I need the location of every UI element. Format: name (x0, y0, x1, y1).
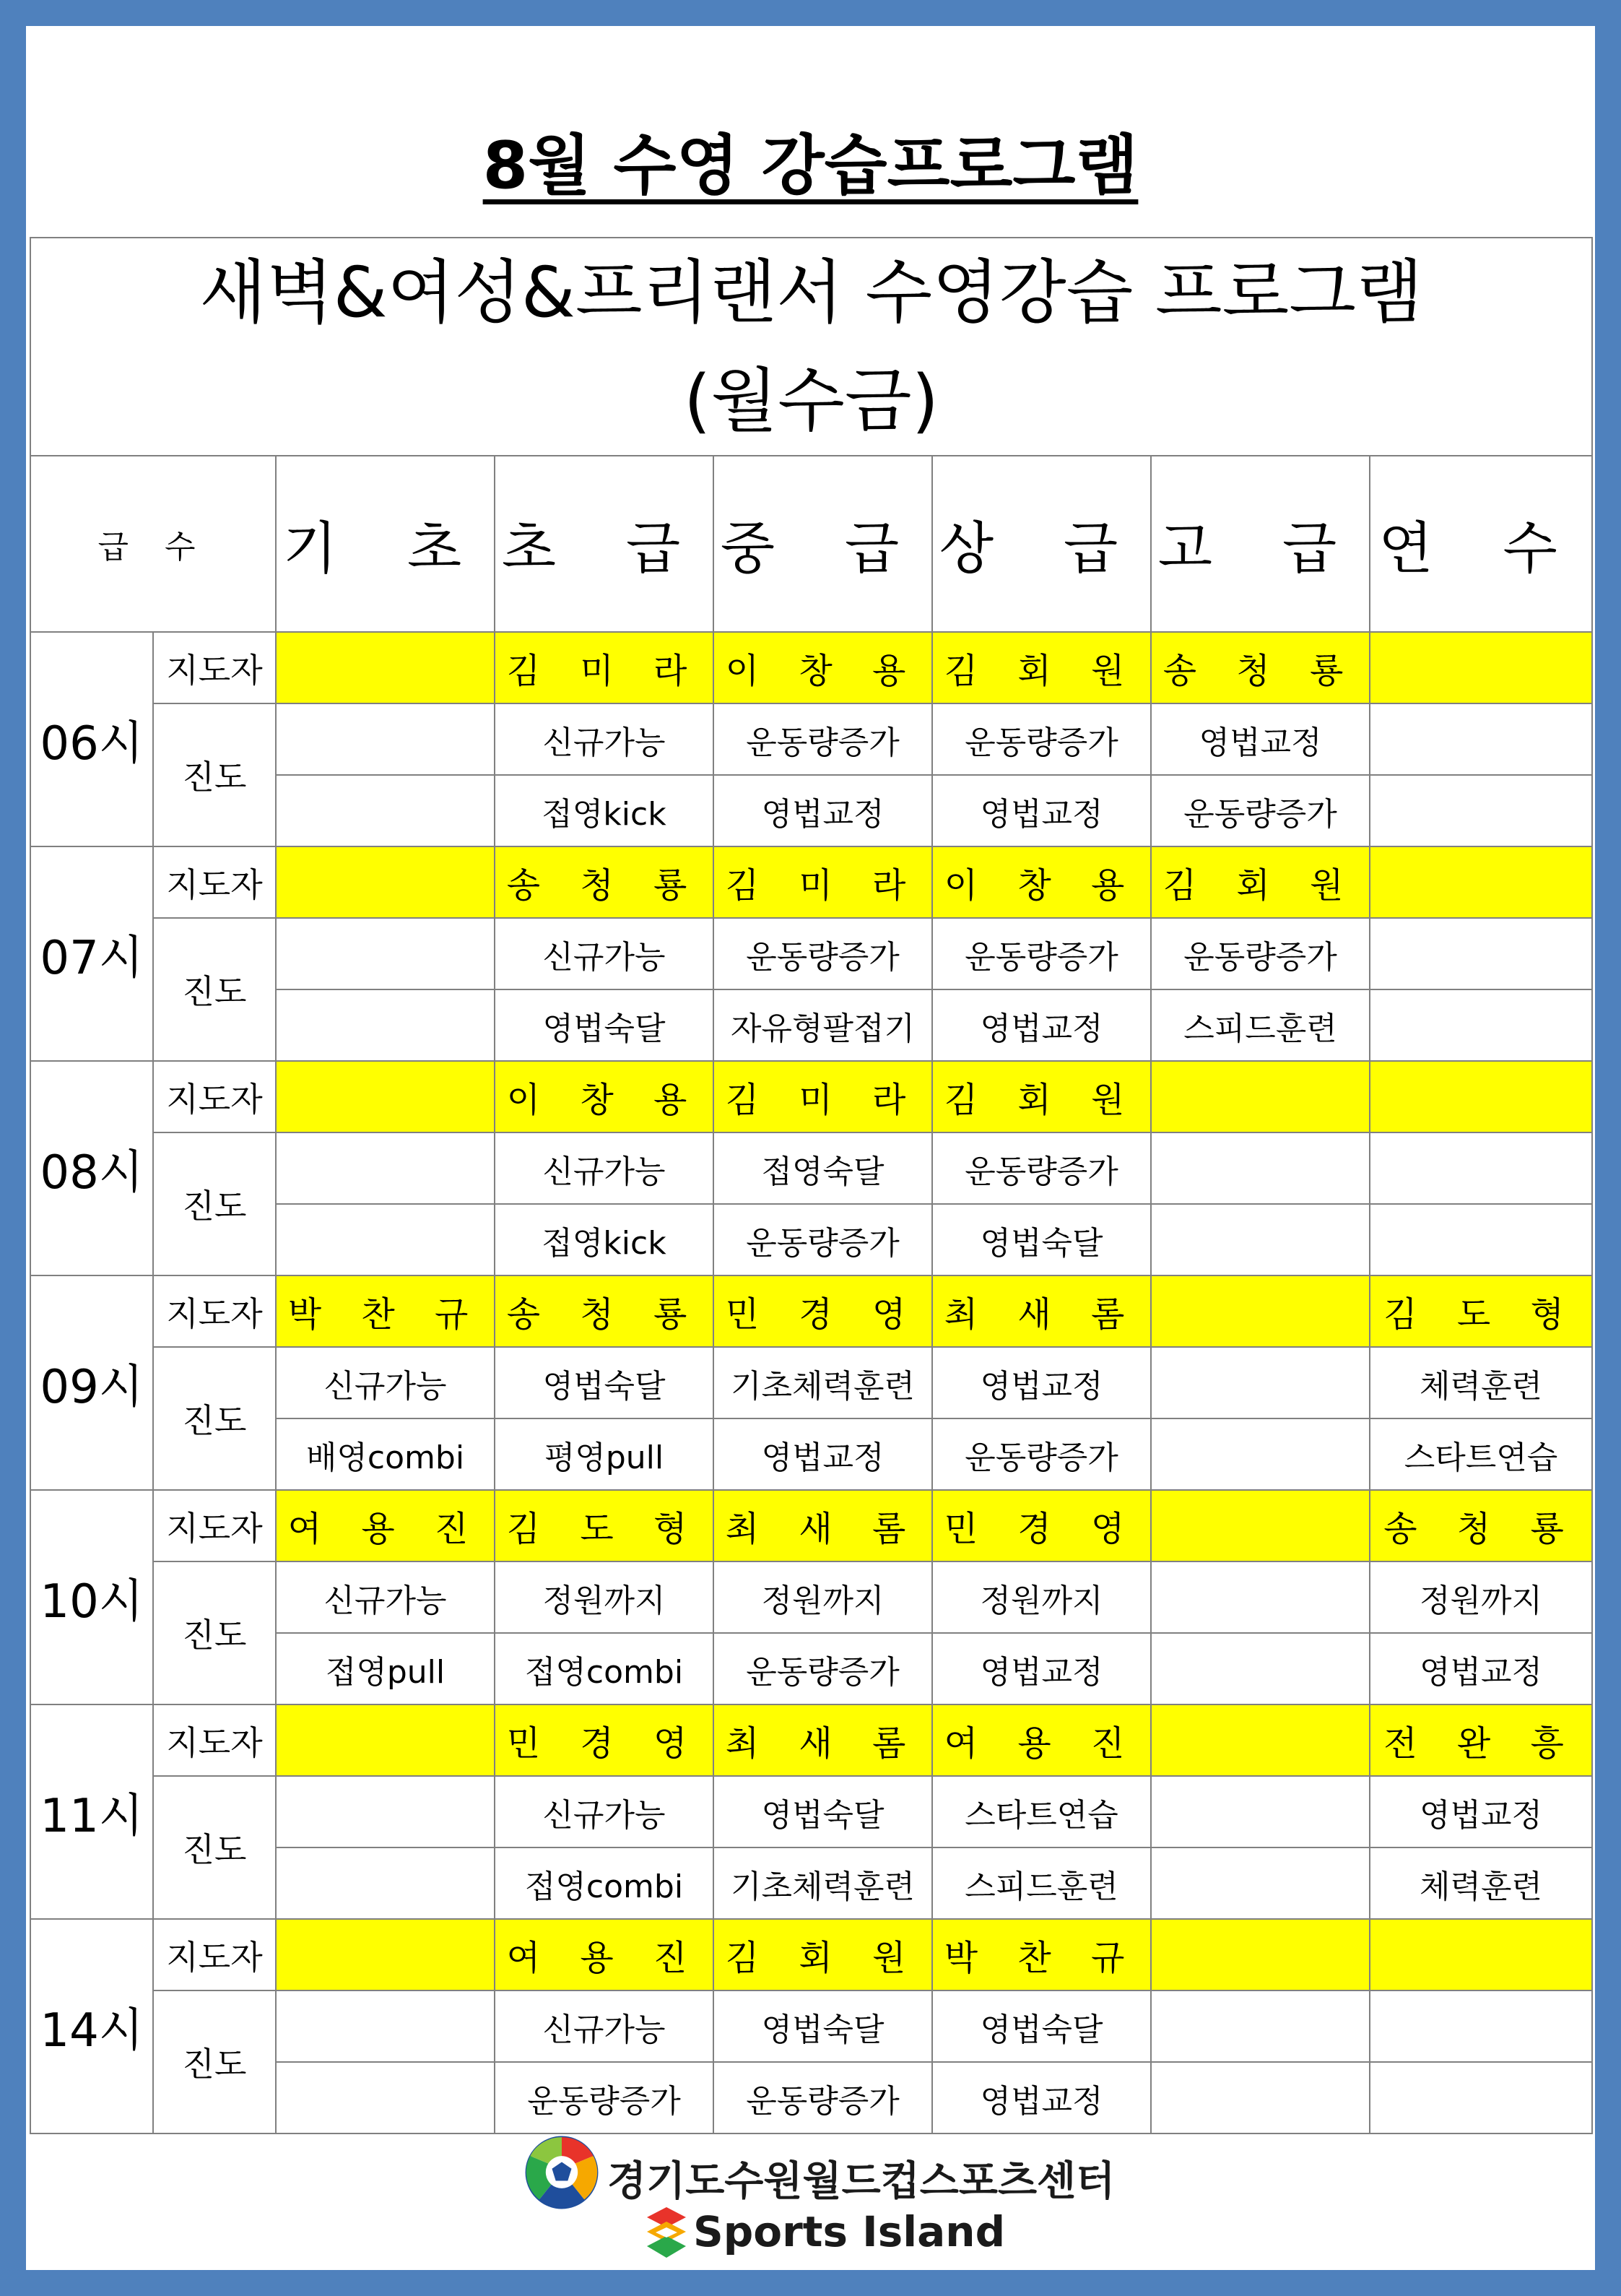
instructor-upper: 최 새 롬 (932, 1275, 1151, 1347)
program-days: (월수금) (683, 360, 939, 441)
progress-intermediate: 영법교정 (713, 1418, 932, 1490)
progress-beginner: 운동량증가 (495, 2062, 713, 2133)
progress-intermediate: 운동량증가 (713, 918, 932, 989)
instructor-upper: 김 회 원 (932, 632, 1151, 703)
progress-basic (276, 1847, 495, 1919)
progress-advanced (1151, 1418, 1370, 1490)
time-slot: 11시 (30, 1704, 153, 1919)
progress-beginner: 영법숙달 (495, 1347, 713, 1418)
instructor-training (1370, 1919, 1592, 1990)
sports-island-logo-icon (646, 2206, 687, 2259)
instructor-intermediate: 최 새 롬 (713, 1704, 932, 1776)
progress-beginner: 접영kick (495, 1204, 713, 1275)
instructor-basic: 여 용 진 (276, 1490, 495, 1561)
instructor-beginner: 여 용 진 (495, 1919, 713, 1990)
progress-training: 체력훈련 (1370, 1847, 1592, 1919)
progress-advanced (1151, 1776, 1370, 1847)
progress-intermediate: 접영숙달 (713, 1132, 932, 1204)
time-slot: 06시 (30, 632, 153, 846)
instructor-label: 지도자 (153, 632, 276, 703)
progress-basic: 배영combi (276, 1418, 495, 1490)
progress-upper: 영법교정 (932, 1347, 1151, 1418)
progress-basic (276, 989, 495, 1061)
progress-advanced (1151, 1633, 1370, 1704)
progress-intermediate: 운동량증가 (713, 703, 932, 775)
progress-basic (276, 1132, 495, 1204)
progress-training (1370, 703, 1592, 775)
level-header-basic: 기 초 (276, 456, 495, 632)
instructor-basic (276, 1061, 495, 1132)
progress-row (30, 918, 1592, 989)
progress-basic (276, 918, 495, 989)
instructor-advanced (1151, 1919, 1370, 1990)
progress-intermediate: 영법교정 (713, 775, 932, 846)
instructor-upper: 민 경 영 (932, 1490, 1151, 1561)
progress-advanced (1151, 1132, 1370, 1204)
progress-beginner: 정원까지 (495, 1561, 713, 1633)
instructor-beginner: 김 미 라 (495, 632, 713, 703)
progress-upper: 운동량증가 (932, 1418, 1151, 1490)
progress-upper: 정원까지 (932, 1561, 1151, 1633)
instructor-label: 지도자 (153, 1275, 276, 1347)
progress-beginner: 신규가능 (495, 1990, 713, 2062)
instructor-label: 지도자 (153, 1490, 276, 1561)
progress-label: 진도 (153, 1132, 276, 1275)
instructor-label: 지도자 (153, 1061, 276, 1132)
progress-upper: 스피드훈련 (932, 1847, 1151, 1919)
progress-basic (276, 703, 495, 775)
instructor-intermediate: 김 미 라 (713, 1061, 932, 1132)
progress-intermediate: 영법숙달 (713, 1776, 932, 1847)
progress-advanced: 운동량증가 (1151, 918, 1370, 989)
progress-training (1370, 775, 1592, 846)
progress-upper: 스타트연습 (932, 1776, 1151, 1847)
schedule-sheet (26, 26, 1595, 2270)
footer (26, 2120, 1595, 2265)
program-banner (30, 238, 1592, 456)
instructor-training (1370, 1061, 1592, 1132)
progress-basic: 접영pull (276, 1633, 495, 1704)
instructor-beginner: 이 창 용 (495, 1061, 713, 1132)
instructor-upper: 이 창 용 (932, 846, 1151, 918)
level-header-row (30, 456, 1592, 632)
progress-training (1370, 1990, 1592, 2062)
progress-training: 영법교정 (1370, 1776, 1592, 1847)
progress-training: 체력훈련 (1370, 1347, 1592, 1418)
instructor-label: 지도자 (153, 1919, 276, 1990)
progress-basic (276, 1990, 495, 2062)
progress-training: 스타트연습 (1370, 1418, 1592, 1490)
progress-beginner: 영법숙달 (495, 989, 713, 1061)
progress-basic (276, 1776, 495, 1847)
progress-label: 진도 (153, 918, 276, 1061)
progress-intermediate: 기초체력훈련 (713, 1847, 932, 1919)
progress-upper: 운동량증가 (932, 703, 1151, 775)
progress-intermediate: 자유형팔접기 (713, 989, 932, 1061)
progress-upper: 영법숙달 (932, 1990, 1151, 2062)
level-header-upper: 상 급 (932, 456, 1151, 632)
progress-label: 진도 (153, 1347, 276, 1490)
instructor-beginner: 김 도 형 (495, 1490, 713, 1561)
instructor-advanced (1151, 1704, 1370, 1776)
progress-training: 정원까지 (1370, 1561, 1592, 1633)
instructor-label: 지도자 (153, 1704, 276, 1776)
instructor-basic (276, 846, 495, 918)
progress-training: 영법교정 (1370, 1633, 1592, 1704)
progress-training (1370, 1204, 1592, 1275)
instructor-training: 송 청 룡 (1370, 1490, 1592, 1561)
progress-row (30, 1990, 1592, 2062)
time-slot: 07시 (30, 846, 153, 1061)
progress-row (30, 703, 1592, 775)
progress-label: 진도 (153, 1776, 276, 1919)
instructor-training: 김 도 형 (1370, 1275, 1592, 1347)
instructor-row (30, 1704, 1592, 1776)
progress-beginner: 신규가능 (495, 1776, 713, 1847)
instructor-upper: 박 찬 규 (932, 1919, 1151, 1990)
instructor-advanced (1151, 1275, 1370, 1347)
progress-training (1370, 989, 1592, 1061)
progress-beginner: 접영combi (495, 1847, 713, 1919)
time-slot: 10시 (30, 1490, 153, 1704)
instructor-row (30, 632, 1592, 703)
progress-advanced (1151, 1561, 1370, 1633)
instructor-advanced (1151, 1490, 1370, 1561)
progress-row (30, 1776, 1592, 1847)
instructor-row (30, 1919, 1592, 1990)
instructor-intermediate: 최 새 롬 (713, 1490, 932, 1561)
progress-upper: 영법교정 (932, 2062, 1151, 2133)
progress-beginner: 신규가능 (495, 1132, 713, 1204)
progress-upper: 운동량증가 (932, 1132, 1151, 1204)
progress-basic (276, 775, 495, 846)
progress-upper: 영법교정 (932, 1633, 1151, 1704)
instructor-upper: 여 용 진 (932, 1704, 1151, 1776)
level-header-intermediate: 중 급 (713, 456, 932, 632)
progress-advanced: 스피드훈련 (1151, 989, 1370, 1061)
instructor-basic: 박 찬 규 (276, 1275, 495, 1347)
progress-advanced: 운동량증가 (1151, 775, 1370, 846)
instructor-intermediate: 김 미 라 (713, 846, 932, 918)
instructor-training (1370, 846, 1592, 918)
progress-upper: 영법숙달 (932, 1204, 1151, 1275)
progress-advanced (1151, 1347, 1370, 1418)
progress-advanced: 영법교정 (1151, 703, 1370, 775)
progress-basic: 신규가능 (276, 1347, 495, 1418)
time-slot: 14시 (30, 1919, 153, 2133)
instructor-beginner: 민 경 영 (495, 1704, 713, 1776)
progress-beginner: 평영pull (495, 1418, 713, 1490)
brand-name: Sports Island (693, 2207, 1006, 2256)
progress-label: 진도 (153, 703, 276, 846)
progress-intermediate: 운동량증가 (713, 1204, 932, 1275)
progress-beginner: 신규가능 (495, 703, 713, 775)
instructor-basic (276, 632, 495, 703)
progress-row (30, 1561, 1592, 1633)
progress-beginner: 접영kick (495, 775, 713, 846)
progress-row (30, 1347, 1592, 1418)
progress-training (1370, 918, 1592, 989)
instructor-advanced (1151, 1061, 1370, 1132)
progress-advanced (1151, 1990, 1370, 2062)
time-slot: 08시 (30, 1061, 153, 1275)
instructor-label: 지도자 (153, 846, 276, 918)
instructor-basic (276, 1704, 495, 1776)
level-header-label: 급 수 (30, 456, 276, 632)
instructor-training (1370, 632, 1592, 703)
progress-intermediate: 기초체력훈련 (713, 1347, 932, 1418)
org-name: 경기도수원월드컵스포츠센터 (607, 2158, 1116, 2205)
level-header-training: 연 수 (1370, 456, 1592, 632)
instructor-intermediate: 김 회 원 (713, 1919, 932, 1990)
progress-training (1370, 1132, 1592, 1204)
program-name: 새벽&여성&프리랜서 수영강습 프로그램 (199, 252, 1423, 333)
instructor-row (30, 846, 1592, 918)
progress-intermediate: 운동량증가 (713, 1633, 932, 1704)
soccer-ball-logo-icon (524, 2135, 599, 2210)
progress-upper: 영법교정 (932, 775, 1151, 846)
instructor-training: 전 완 흥 (1370, 1704, 1592, 1776)
instructor-basic (276, 1919, 495, 1990)
progress-basic (276, 1204, 495, 1275)
instructor-beginner: 송 청 룡 (495, 846, 713, 918)
progress-label: 진도 (153, 1561, 276, 1704)
schedule-table (30, 237, 1593, 2134)
instructor-row (30, 1275, 1592, 1347)
instructor-advanced: 김 회 원 (1151, 846, 1370, 918)
progress-intermediate: 정원까지 (713, 1561, 932, 1633)
instructor-intermediate: 민 경 영 (713, 1275, 932, 1347)
progress-label: 진도 (153, 1990, 276, 2133)
progress-row (30, 1132, 1592, 1204)
instructor-advanced: 송 청 룡 (1151, 632, 1370, 703)
progress-intermediate: 영법숙달 (713, 1990, 932, 2062)
progress-beginner: 신규가능 (495, 918, 713, 989)
time-slot: 09시 (30, 1275, 153, 1490)
instructor-beginner: 송 청 룡 (495, 1275, 713, 1347)
progress-upper: 운동량증가 (932, 918, 1151, 989)
progress-basic: 신규가능 (276, 1561, 495, 1633)
progress-advanced (1151, 1204, 1370, 1275)
level-header-advanced: 고 급 (1151, 456, 1370, 632)
instructor-row (30, 1490, 1592, 1561)
instructor-row (30, 1061, 1592, 1132)
page-title: 8월 수영 강습프로그램 (482, 128, 1139, 204)
progress-upper: 영법교정 (932, 989, 1151, 1061)
instructor-intermediate: 이 창 용 (713, 632, 932, 703)
progress-intermediate: 운동량증가 (713, 2062, 932, 2133)
progress-beginner: 접영combi (495, 1633, 713, 1704)
instructor-upper: 김 회 원 (932, 1061, 1151, 1132)
level-header-beginner: 초 급 (495, 456, 713, 632)
progress-advanced (1151, 1847, 1370, 1919)
